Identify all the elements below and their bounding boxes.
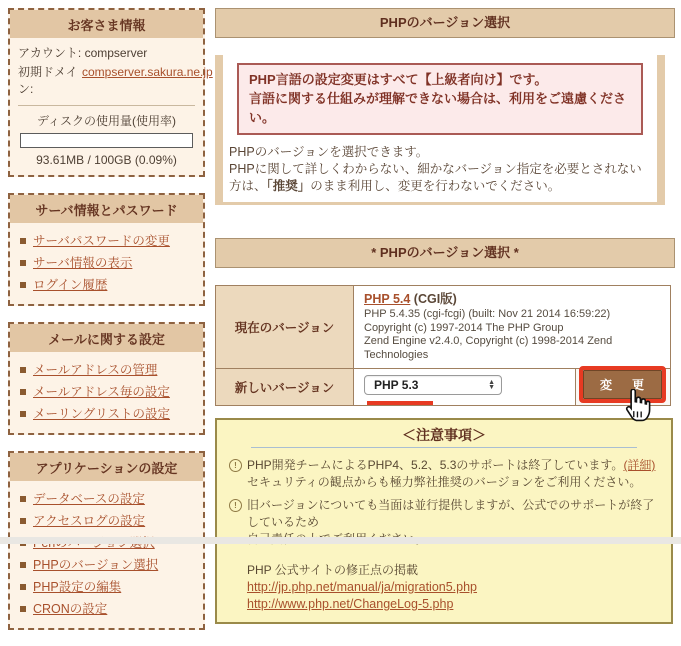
square-bullet-icon xyxy=(20,496,26,502)
sidebar-item-mailing-list[interactable] xyxy=(18,403,195,425)
note1-line2: セキュリティの観点からも極力弊社推奨のバージョンをご利用ください。 xyxy=(247,475,642,489)
table-row-current-version xyxy=(216,286,671,369)
cgi-suffix: (CGI版) xyxy=(410,292,457,306)
sidebar-link[interactable]: PHP設定の編集 xyxy=(33,580,122,594)
square-bullet-icon xyxy=(20,411,26,417)
version-select[interactable] xyxy=(364,375,502,395)
intro-line2-post: のまま利用し、変更を行わないでください。 xyxy=(310,179,561,193)
arrow-up-icon: ▲ xyxy=(488,379,495,386)
disk-usage-bar xyxy=(20,133,193,148)
mail-settings-panel xyxy=(8,322,205,435)
square-bullet-icon xyxy=(20,260,26,266)
square-bullet-icon xyxy=(20,562,26,568)
notice-icon: ! xyxy=(229,499,242,512)
new-version-select-cell xyxy=(354,369,576,406)
sidebar-link[interactable]: メーリングリストの設定 xyxy=(33,407,171,421)
notes-title: ＜注意事項＞ xyxy=(402,427,486,443)
intro-text xyxy=(223,144,657,195)
cursor-icon xyxy=(620,389,652,428)
intro-line2-emphasis: 「推奨」 xyxy=(266,179,311,193)
application-settings-title: アプリケーションの設定 xyxy=(10,453,203,481)
domain-link[interactable]: compserver.sakura.ne.jp xyxy=(82,65,213,79)
notice-icon: ! xyxy=(229,459,242,472)
divider xyxy=(18,105,195,106)
sidebar-link[interactable]: アクセスログの設定 xyxy=(33,514,146,528)
version-detail-line: Zend Engine v2.4.0, Copyright (c) 1998-2014 Zend Technologies xyxy=(364,335,613,361)
sidebar-item-server-password[interactable] xyxy=(18,230,195,252)
intro-line1: PHPのバージョンを選択できます。 xyxy=(229,145,429,159)
square-bullet-icon xyxy=(20,584,26,590)
detail-link[interactable]: (詳細) xyxy=(623,458,656,472)
customer-info-panel xyxy=(8,8,213,177)
version-detail-line: Copyright (c) 1997-2014 The PHP Group xyxy=(364,321,564,334)
version-detail-line: PHP 5.4.35 (cgi-fcgi) (built: Nov 21 2014 16:59:22) xyxy=(364,308,611,320)
sidebar-item-cron[interactable] xyxy=(18,598,195,620)
warning-box xyxy=(237,63,643,135)
mail-settings-title: メールに関する設定 xyxy=(10,324,203,352)
note1-text: PHP開発チームによるPHP4、5.2、5.3のサポートは終了しています。 xyxy=(247,458,624,472)
new-version-label: 新しいバージョン xyxy=(216,369,354,406)
account-value: compserver xyxy=(84,46,148,60)
sidebar-item-mail-address[interactable] xyxy=(18,359,195,381)
sidebar-link[interactable]: サーバパスワードの変更 xyxy=(33,234,170,248)
version-table xyxy=(215,285,671,406)
square-bullet-icon xyxy=(20,238,26,244)
intro-line2 xyxy=(229,161,651,195)
account-row xyxy=(18,45,195,62)
square-bullet-icon xyxy=(20,282,26,288)
sidebar-link[interactable]: PHPのバージョン選択 xyxy=(33,558,159,572)
select-stepper-icon xyxy=(488,380,495,390)
sidebar-item-mail-per-address[interactable] xyxy=(18,381,195,403)
intro-section xyxy=(215,55,665,205)
migration-url-link[interactable]: http://jp.php.net/manual/ja/migration5.php xyxy=(247,580,478,594)
sidebar-link[interactable]: メールアドレス毎の設定 xyxy=(33,385,170,399)
square-bullet-icon xyxy=(20,518,26,524)
current-version-line xyxy=(364,291,660,308)
sidebar-item-database[interactable] xyxy=(18,488,195,510)
change-button-cell xyxy=(576,369,671,406)
sidebar-item-access-log[interactable] xyxy=(18,510,195,532)
window-bottom-edge xyxy=(0,537,681,544)
php-version-link[interactable]: PHP 5.4 xyxy=(364,292,411,306)
sidebar-item-php-config[interactable] xyxy=(18,576,195,598)
sidebar-link[interactable]: ログイン履歴 xyxy=(33,278,108,292)
table-row-new-version xyxy=(216,369,671,406)
sidebar-item-php-version[interactable] xyxy=(18,554,195,576)
square-bullet-icon xyxy=(20,367,26,373)
disk-usage-value: 93.61MB / 100GB (0.09%) xyxy=(36,153,177,167)
sidebar-item-login-history[interactable] xyxy=(18,274,195,296)
change-button[interactable]: 変 更 xyxy=(583,370,662,399)
square-bullet-icon xyxy=(20,389,26,395)
domain-row xyxy=(18,64,213,98)
domain-label: 初期ドメイン: xyxy=(18,65,78,96)
section-title: * PHPのバージョン選択 * xyxy=(215,238,675,268)
note2-line1: 旧バージョンについても当面は並行提供しますが、公式でのサポートが終了しているため xyxy=(247,498,655,529)
sidebar-link[interactable]: サーバ情報の表示 xyxy=(33,256,133,270)
disk-usage-label: ディスクの使用量(使用率) xyxy=(36,114,177,128)
account-label: アカウント: xyxy=(18,46,82,60)
selected-version-value: PHP 5.3 xyxy=(374,378,419,392)
php-site-label: PHP 公式サイトの修正点の掲載 xyxy=(247,563,418,577)
server-info-panel xyxy=(8,193,205,306)
page-title: PHPのバージョン選択 xyxy=(215,8,675,38)
sidebar-link[interactable]: データベースの設定 xyxy=(33,492,145,506)
sidebar-link[interactable]: CRONの設定 xyxy=(33,602,108,616)
square-bullet-icon xyxy=(20,606,26,612)
customer-info-title: お客さま情報 xyxy=(10,10,203,38)
sidebar xyxy=(8,8,213,646)
server-info-title: サーバ情報とパスワード xyxy=(10,195,203,223)
note1-line1 xyxy=(247,457,659,474)
annotation-underline xyxy=(367,401,433,405)
arrow-down-icon: ▼ xyxy=(488,384,495,391)
current-version-label: 現在のバージョン xyxy=(216,286,354,369)
sidebar-link[interactable]: メールアドレスの管理 xyxy=(33,363,158,377)
intro-line2-pre: PHPに関して詳しくわからない、細かなバージョン指定を必要とされない方は、 xyxy=(229,162,642,193)
notes-divider xyxy=(251,447,637,448)
main-content xyxy=(215,8,677,624)
note-item-1 xyxy=(229,457,659,491)
warning-line1: PHP言語の設定変更はすべて【上級者向け】です。 xyxy=(249,72,548,87)
sidebar-item-server-info[interactable] xyxy=(18,252,195,274)
warning-line2: 言語に関する仕組みが理解できない場合は、利用をご遠慮ください。 xyxy=(249,91,627,125)
changelog-url-link[interactable]: http://www.php.net/ChangeLog-5.php xyxy=(247,597,454,611)
current-version-cell xyxy=(354,286,671,369)
notes-box xyxy=(215,418,673,624)
